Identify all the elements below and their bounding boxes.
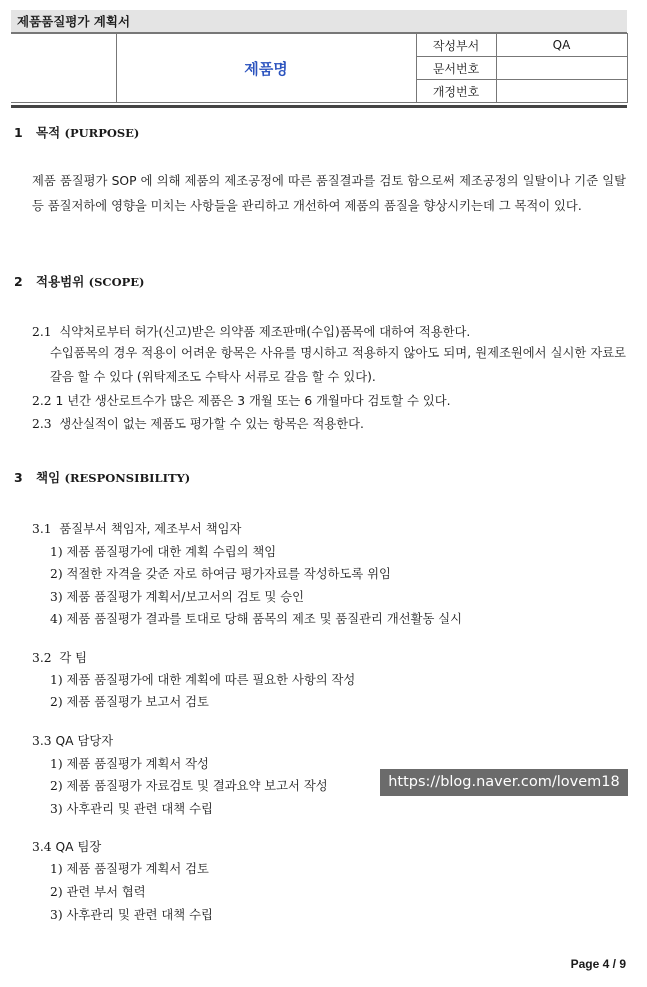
responsibility-group-heading: [32, 648, 87, 666]
section-responsibility-heading: [14, 468, 190, 486]
item-text: 제품 품질평가 자료검토 및 결과요약 보고서 작성: [66, 779, 328, 793]
list-item: [50, 670, 355, 688]
section-title: 목적: [36, 125, 61, 140]
section-title-en: (PURPOSE): [64, 126, 140, 140]
item-number: 2.1: [32, 325, 52, 339]
list-item: [50, 564, 391, 582]
header-label-dept: 작성부서: [416, 34, 496, 57]
scope-item-2-1-cont: 수입품목의 경우 적용이 어려운 항목은 사유를 명시하고 적용하지 않아도 되며, 원제조원에서 실시한 자료로 갈음 할 수 있다 (위탁제조도 수탁사 서류로 갈음 할 수 있다).: [50, 346, 626, 384]
item-text: 관련 부서 협력: [66, 885, 146, 899]
header-blank-cell: [11, 34, 116, 103]
item-text: 제품 품질평가 보고서 검토: [66, 695, 209, 709]
item-text: 제품 품질평가에 대한 계획에 따른 필요한 사항의 작성: [66, 673, 356, 687]
list-item: [50, 776, 328, 794]
group-number: 3.4: [32, 840, 52, 854]
item-number: 3): [50, 590, 63, 604]
scope-item-2-3: [32, 414, 364, 432]
section-title-en: (RESPONSIBILITY): [64, 471, 191, 485]
group-title: 각 팀: [59, 651, 88, 665]
section-title: 적용범위: [36, 274, 85, 289]
product-name-label: 제품명: [116, 34, 416, 103]
item-text: 제품 품질평가에 대한 계획 수립의 책임: [66, 545, 277, 559]
section-title: 책임: [36, 470, 61, 485]
header-value-revno: [496, 80, 627, 103]
item-text: 제품 품질평가 결과를 토대로 당해 품목의 제조 및 품질관리 개선활동 실시: [66, 612, 462, 626]
list-item: [50, 542, 276, 560]
item-number: 1): [50, 862, 63, 876]
list-item: [50, 859, 209, 877]
item-number: 2): [50, 885, 63, 899]
group-number: 3.1: [32, 522, 52, 536]
item-number: 1): [50, 545, 63, 559]
responsibility-group-heading: [32, 731, 113, 749]
responsibility-group-heading: [32, 519, 241, 537]
list-item: [50, 799, 213, 817]
item-number: 1): [50, 757, 63, 771]
item-text: 제품 품질평가 계획서/보고서의 검토 및 승인: [66, 590, 305, 604]
group-title: QA 팀장: [55, 840, 102, 854]
item-text: 1 년간 생산로트수가 많은 제품은 3 개월 또는 6 개월마다 검토할 수 있다.: [55, 394, 451, 408]
group-title: 품질부서 책임자, 제조부서 책임자: [59, 522, 242, 536]
section-number: 1: [14, 125, 23, 140]
list-item: [50, 609, 462, 627]
page-number: Page 4 / 9: [570, 957, 626, 971]
item-number: 2): [50, 779, 63, 793]
responsibility-group-heading: [32, 837, 101, 855]
section-purpose-heading: [14, 123, 139, 141]
section-title-en: (SCOPE): [88, 275, 145, 289]
document-header-table: [11, 33, 628, 103]
list-item: [50, 587, 304, 605]
item-number: 1): [50, 673, 63, 687]
item-number: 2): [50, 695, 63, 709]
header-value-docno: [496, 57, 627, 80]
scope-item-2-1: [32, 322, 470, 340]
header-value-dept: QA: [496, 34, 627, 57]
list-item: [50, 882, 146, 900]
item-text: 제품 품질평가 계획서 작성: [66, 757, 209, 771]
item-number: 3): [50, 802, 63, 816]
scope-item-2-2: [32, 391, 451, 409]
group-number: 3.2: [32, 651, 52, 665]
item-text: 적절한 자격을 갖준 자로 하여금 평가자료를 작성하도록 위임: [66, 567, 391, 581]
list-item: [50, 905, 213, 923]
header-label-revno: 개정번호: [416, 80, 496, 103]
item-text: 사후관리 및 관련 대책 수립: [66, 908, 213, 922]
item-number: 2.3: [32, 417, 52, 431]
list-item: [50, 754, 209, 772]
item-text: 식약처로부터 허가(신고)받은 의약품 제조판매(수입)품목에 대하여 적용한다.: [59, 325, 471, 339]
item-number: 2): [50, 567, 63, 581]
section-scope-heading: [14, 272, 144, 290]
section-number: 3: [14, 470, 23, 485]
document-title-bar: 제품품질평가 계획서: [11, 10, 627, 33]
item-number: 2.2: [32, 394, 52, 408]
item-number: 4): [50, 612, 63, 626]
item-text: 생산실적이 없는 제품도 평가할 수 있는 항목은 적용한다.: [59, 417, 364, 431]
header-label-docno: 문서번호: [416, 57, 496, 80]
group-number: 3.3: [32, 734, 52, 748]
blog-url-watermark: https://blog.naver.com/lovem18: [380, 769, 628, 796]
list-item: [50, 692, 209, 710]
purpose-body: 제품 품질평가 SOP 에 의해 제품의 제조공정에 따른 품질결과를 검토 함으로써 제조공정의 일탈이나 기준 일탈등 품질저하에 영향을 미치는 사항들을 관리하고 개선하여 제품의 품질을 향상시키는데 그 목적이 있다.: [32, 174, 626, 213]
item-text: 제품 품질평가 계획서 검토: [66, 862, 209, 876]
header-divider: [11, 105, 627, 108]
section-number: 2: [14, 274, 23, 289]
group-title: QA 담당자: [55, 734, 114, 748]
item-number: 3): [50, 908, 63, 922]
item-text: 사후관리 및 관련 대책 수립: [66, 802, 213, 816]
